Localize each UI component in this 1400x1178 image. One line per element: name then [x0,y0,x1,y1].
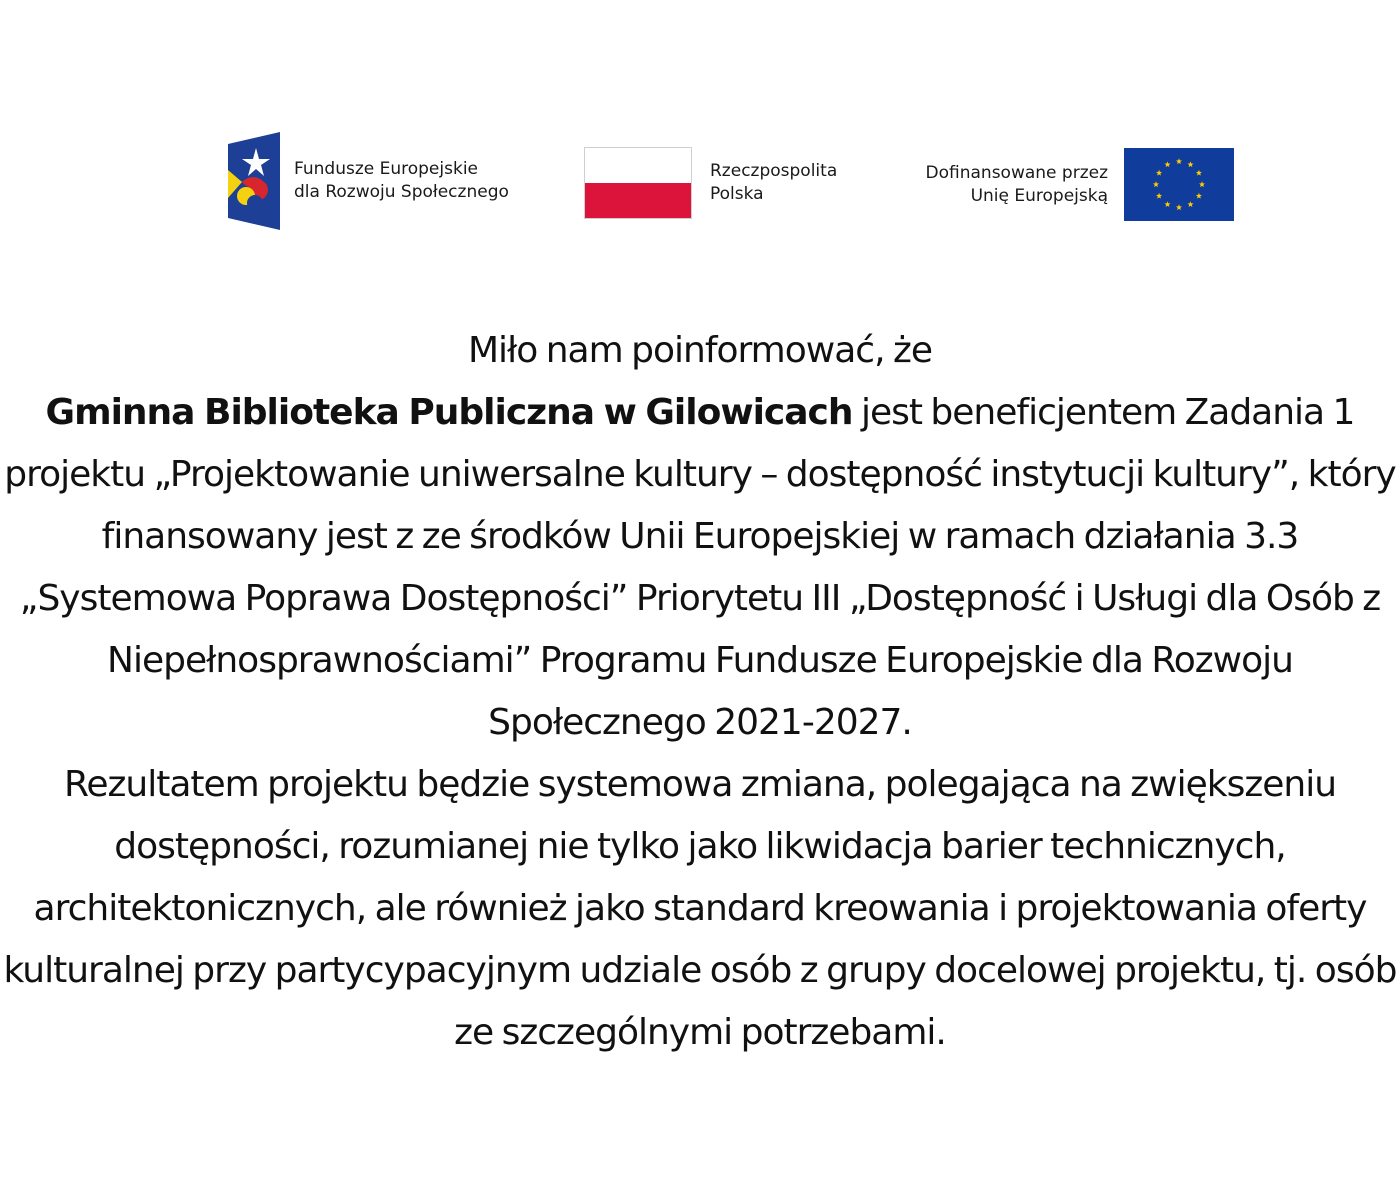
eu-logo [926,148,1234,221]
eu-logo-line1: Dofinansowane przez [925,162,1108,183]
fe-logo [228,132,509,230]
main-paragraph [0,382,1400,754]
eu-logo-text [926,162,1108,208]
rp-logo-text [710,160,837,206]
rp-logo-line1: Rzeczpospolita [710,161,838,181]
paragraph-2: Rezultatem projektu będzie systemowa zmiana, polegająca na zwiększeniu dostępności, rozumianej nie tylko jako likwidacja barier technicznych, architektonicznych, ale również jako standard kreowania i projektowania oferty kulturalnej przy partycypacyjnym udziale osób z grupy docelowej projektu, tj. osób ze szczególnymi potrzebami. [3,764,1397,1053]
rp-logo-line2: Polska [710,184,764,204]
intro-line: Miło nam poinformować, że [467,330,933,371]
polish-flag-icon [584,147,692,219]
fe-logo-text [294,158,509,204]
logo-bar [228,130,1234,234]
fe-logo-line1: Fundusze Europejskie [294,159,478,179]
fe-logo-line2: dla Rozwoju Społecznego [294,182,509,202]
rp-logo [584,147,837,219]
paragraph-1: jest beneficjentem Zadania 1 projektu „Projektowanie uniwersalne kultury – dostępność instytucji kultury”, który finansowany jest z ze środków Unii Europejskiej w ramach działania 3.3 „Systemowa Poprawa Dostępności” Priorytetu III „Dostępność i Usługi dla Osób z Niepełnosprawnościami” Programu Fundusze Europejskie dla Rozwoju Społecznego 2021-2027. [4,392,1396,743]
eu-logo-line2: Unię Europejską [970,185,1108,206]
beneficiary-name: Gminna Biblioteka Publiczna w Gilowicach [45,392,853,433]
eu-flag-icon [1124,148,1234,221]
announcement-text [0,320,1400,1064]
fe-star-flag-icon [228,132,280,230]
